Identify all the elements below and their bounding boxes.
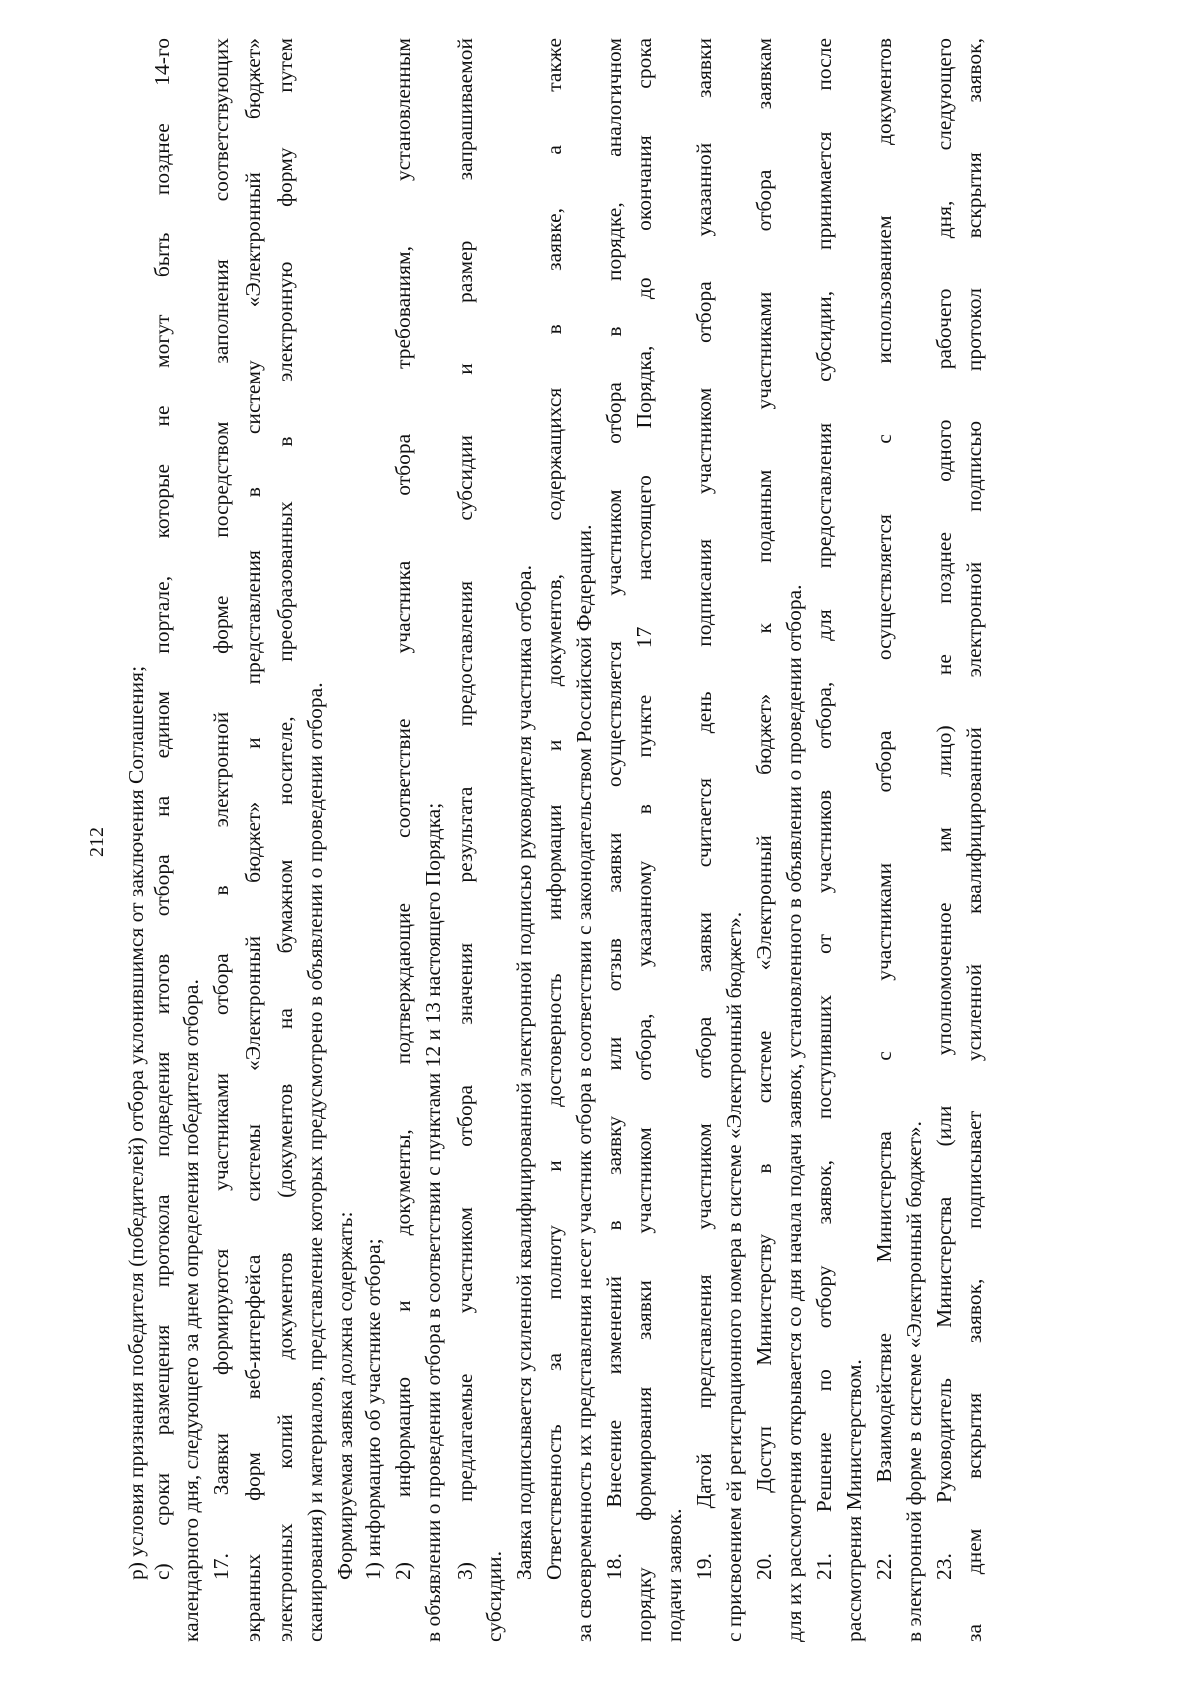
text-line-18: порядку формирования заявки участником отбора, указанному в пункте 17 настоящего Порядка, до окончания срока [632,38,656,1642]
text-line-7: сканирования) и материалов, представление которых предусмотрено в объявлении о проведении отбора. [303,682,327,1642]
text-line-25: рассмотрения Министерством. [842,1359,866,1642]
text-line-9: 1) информацию об участнике отбора; [361,1238,385,1580]
page-number: 212 [86,827,108,857]
text-line-3: календарного дня, следующего за днем определения победителя отбора. [179,979,203,1642]
text-line-22: 20. Доступ Министерству в системе «Электронный бюджет» к поданным участниками отбора заявкам [752,38,776,1580]
text-line-5: экранных форм веб-интерфейса системы «Электронный бюджет» и представления в систему «Электронный бюджет» [241,38,265,1642]
text-line-27: в электронной форме в системе «Электронный бюджет». [902,1121,926,1642]
text-line-15: Ответственность за полноту и достоверность информации и документов, содержащихся в заявке, а также [542,38,566,1580]
text-line-6: электронных копий документов (документов на бумажном носителе, преобразованных в электронную форму путем [273,38,297,1642]
text-line-1: р) условия признания победителя (победителей) отбора уклонившимся от заключения Соглашения; [124,665,148,1580]
text-line-29: за днем вскрытия заявок, подписывает усиленной квалифицированной электронной подписью протокол вскрытия заявок, [962,38,986,1642]
text-line-21: с присвоением ей регистрационного номера в системе «Электронный бюджет». [722,911,746,1642]
text-line-24: 21. Решение по отбору заявок, поступивших от участников отбора, для предоставления субсидии, принимается после [812,38,836,1580]
text-line-19: подачи заявок. [662,1508,686,1642]
text-line-11: в объявлении о проведении отбора в соответствии с пунктами 12 и 13 настоящего Порядка; [421,802,445,1642]
text-line-2: с) сроки размещения протокола подведения итогов отбора на едином портале, которые не могут быть позднее 14-го [150,38,174,1580]
text-line-14: Заявка подписывается усиленной квалифицированной электронной подписью руководителя участника отбора. [512,565,536,1580]
text-line-4: 17. Заявки формируются участниками отбора в электронной форме посредством заполнения соответствующих [209,38,233,1580]
text-line-8: Формируемая заявка должна содержать: [333,1211,357,1580]
text-line-13: субсидии. [482,1550,506,1642]
text-line-20: 19. Датой представления участником отбора заявки считается день подписания участником отбора указанной заявки [692,38,716,1580]
rotated-text-block [85,38,1050,1642]
text-line-12: 3) предлагаемые участником отбора значения результата предоставления субсидии и размер запрашиваемой [453,38,477,1580]
text-line-10: 2) информацию и документы, подтверждающие соответствие участника отбора требованиям, установленным [391,38,415,1580]
text-line-28: 23. Руководитель Министерства (или уполномоченное им лицо) не позднее одного рабочего дня, следующего [932,38,956,1580]
text-line-26: 22. Взаимодействие Министерства с участниками отбора осуществляется с использованием документов [872,38,896,1580]
text-line-16: за своевременность их представления несет участник отбора в соответствии с законодательством Российской Федерации. [572,524,596,1642]
text-line-17: 18. Внесение изменений в заявку или отзыв заявки осуществляется участником отбора в порядке, аналогичном [602,38,626,1580]
text-line-23: для их рассмотрения открывается со дня начала подачи заявок, установленного в объявлении о проведении отбора. [782,584,806,1642]
